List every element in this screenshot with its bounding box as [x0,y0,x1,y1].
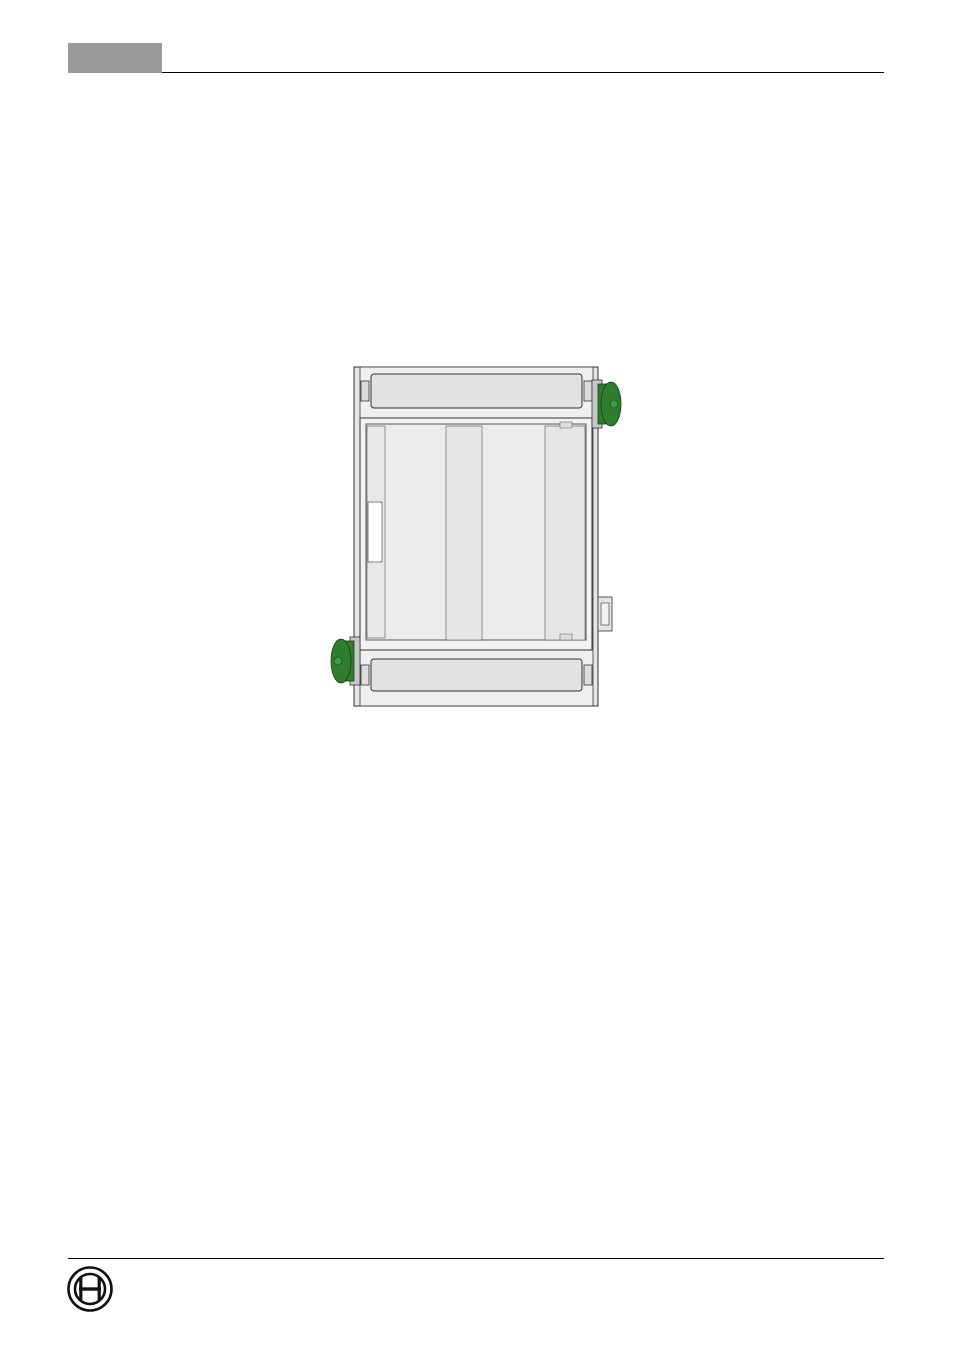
terminal-bottom-left [331,637,360,685]
footer-rule [68,1258,884,1259]
bosch-logo-icon [66,1265,114,1313]
language-tab [68,43,162,73]
module-illustration [325,362,625,712]
header-rule [162,72,884,73]
terminal-top-right [592,380,621,428]
